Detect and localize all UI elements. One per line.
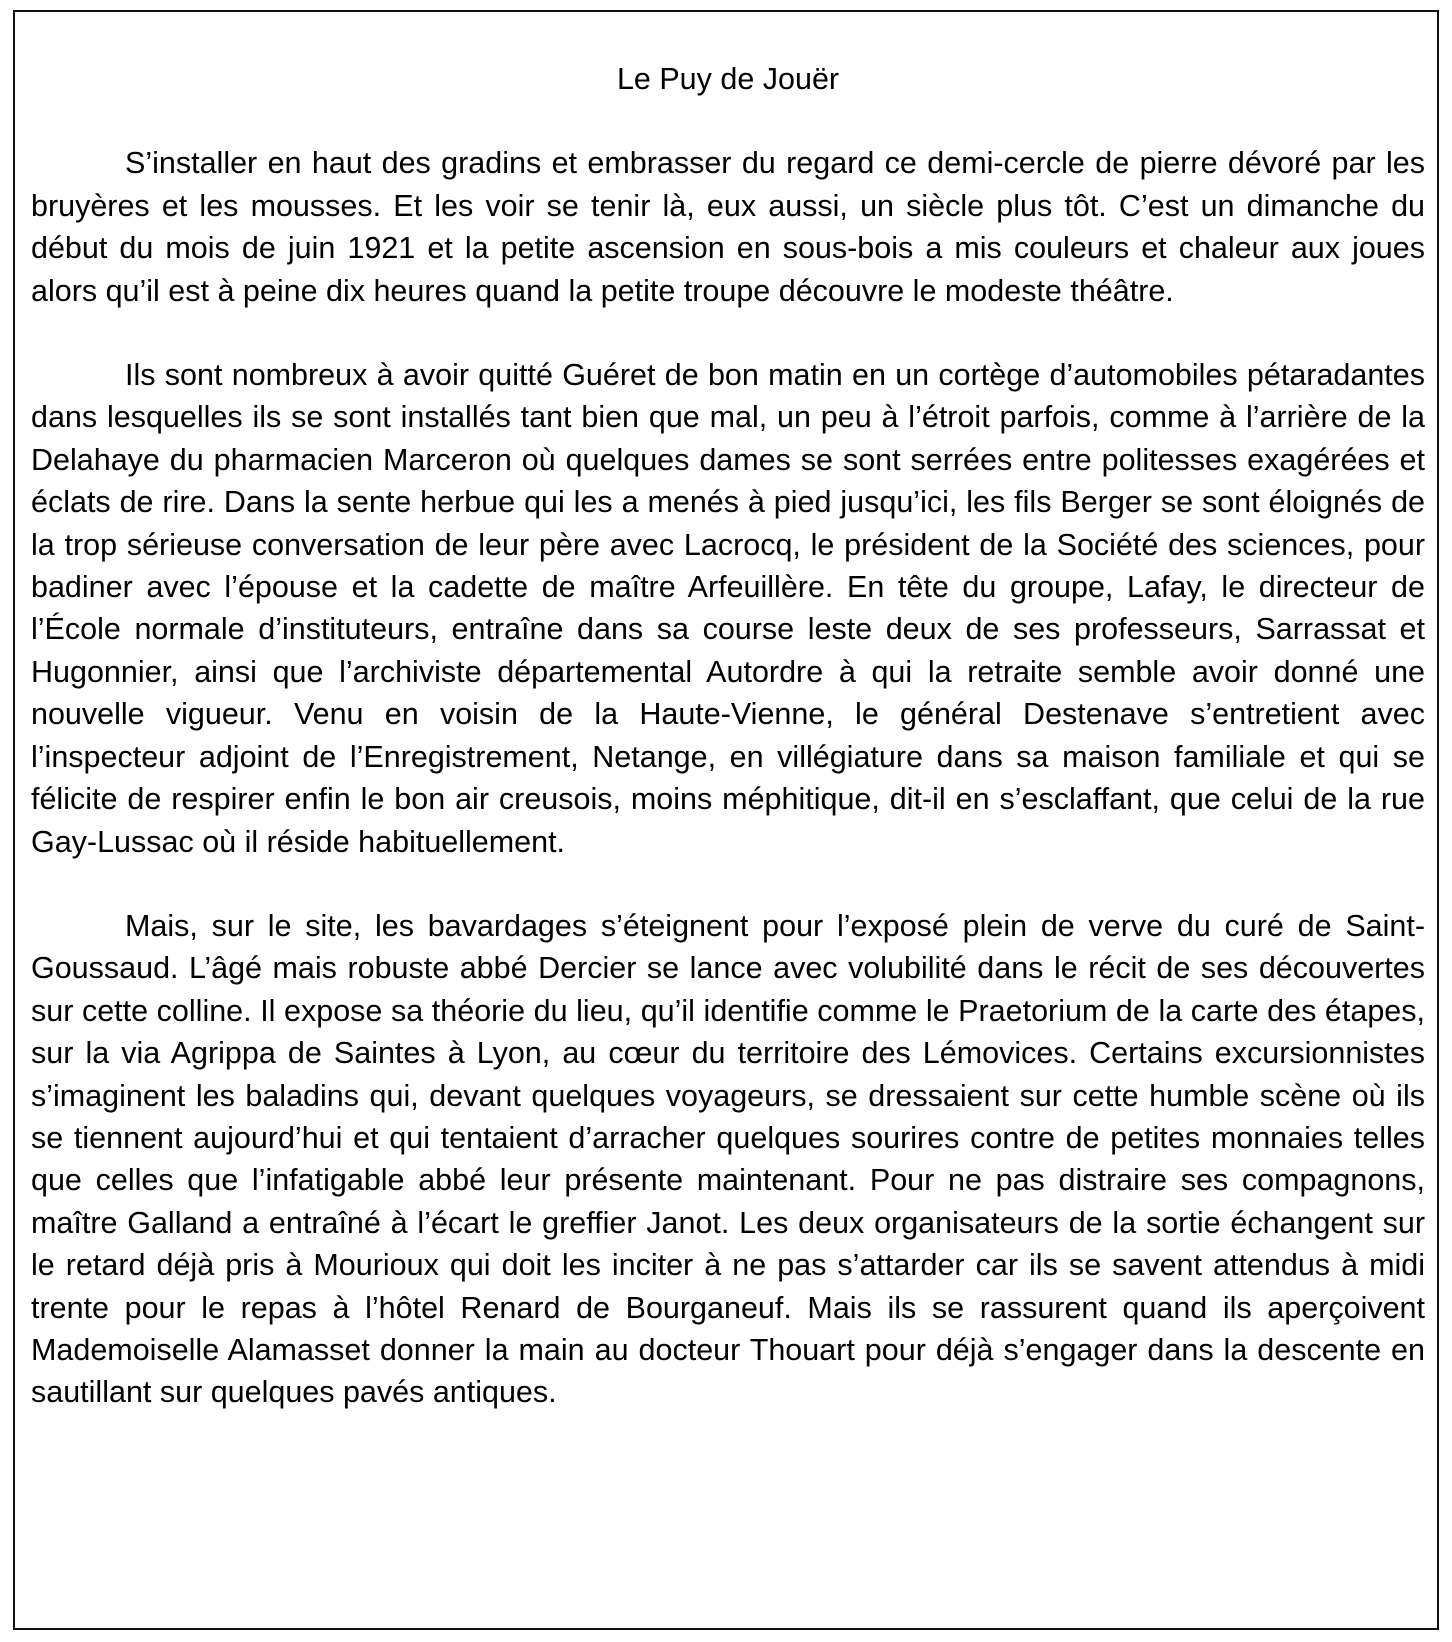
paragraph-3: Mais, sur le site, les bavardages s’éteignent pour l’exposé plein de verve du curé de Saint-Goussaud. L’âgé mais robuste abbé Dercier se lance avec volubilité dans le récit de ses découvertes sur cette colline. Il expose sa théorie du lieu, qu’il identifie comme le Praetorium de la carte des étapes, sur la via Agrippa de Saintes à Lyon, au cœur du territoire des Lémovices. Certains excursionnistes s’imaginent les baladins qui, devant quelques voyageurs, se dressaient sur cette humble scène où ils se tiennent aujourd’hui et qui tentaient d’arracher quelques sourires contre de petites monnaies telles que celles que l’infatigable abbé leur présente maintenant. Pour ne pas distraire ses compagnons, maître Galland a entraîné à l’écart le greffier Janot. Les deux organisateurs de la sortie échangent sur le retard déjà pris à Mourioux qui doit les inciter à ne pas s’attarder car ils se savent attendus à midi trente pour le repas à l’hôtel Renard de Bourganeuf. Mais ils se rassurent quand ils aperçoivent Mademoiselle Alamasset donner la main au docteur Thouart pour déjà s’engager dans la descente en sautillant sur quelques pavés antiques. [31, 908, 1425, 1410]
paragraph-2: Ils sont nombreux à avoir quitté Guéret de bon matin en un cortège d’automobiles pétaradantes dans lesquelles ils se sont installés tant bien que mal, un peu à l’étroit parfois, comme à l’arrière de la Delahaye du pharmacien Marceron où quelques dames se sont serrées entre politesses exagérées et éclats de rire. Dans la sente herbue qui les a menés à pied jusqu’ici, les fils Berger se sont éloignés de la trop sérieuse conversation de leur père avec Lacrocq, le président de la Société des sciences, pour badiner avec l’épouse et la cadette de maître Arfeuillère. En tête du groupe, Lafay, le directeur de l’École normale d’instituteurs, entraîne dans sa course leste deux de ses professeurs, Sarrassat et Hugonnier, ainsi que l’archiviste départemental Autordre à qui la retraite semble avoir donné une nouvelle vigueur. Venu en voisin de la Haute-Vienne, le général Destenave s’entretient avec l’inspecteur adjoint de l’Enregistrement, Netange, en villégiature dans sa maison familiale et qui se félicite de respirer enfin le bon air creusois, moins méphitique, dit-il en s’esclaffant, que celui de la rue Gay-Lussac où il réside habituellement. [31, 358, 1425, 859]
page-border [13, 10, 1439, 1630]
document-body [31, 58, 1425, 1414]
paragraph-1: S’installer en haut des gradins et embrasser du regard ce demi-cercle de pierre dévoré par les bruyères et les mousses. Et les voir se tenir là, eux aussi, un siècle plus tôt. C’est un dimanche du début du mois de juin 1921 et la petite ascension en sous-bois a mis couleurs et chaleur aux joues alors qu’il est à peine dix heures quand la petite troupe découvre le modeste théâtre. [31, 146, 1425, 308]
document-title: Le Puy de Jouër [616, 62, 840, 96]
